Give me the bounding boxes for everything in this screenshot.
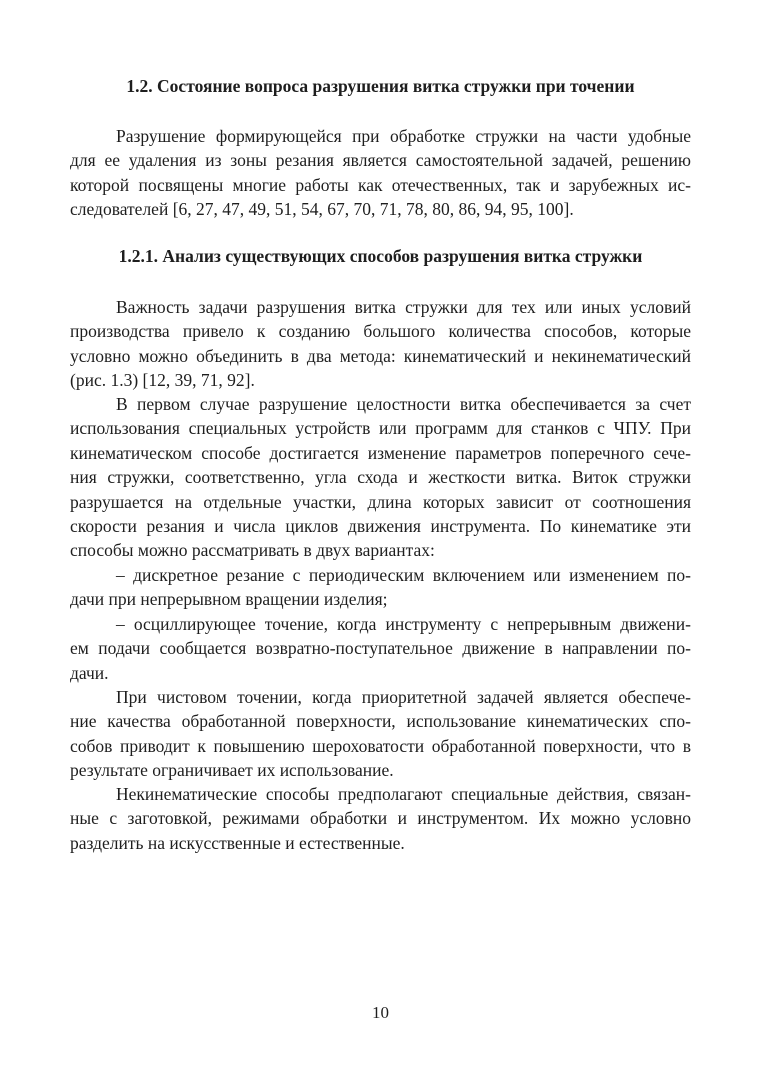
paragraph-line: собов приводит к повышению шероховатости обработанной поверхности, что в (70, 735, 691, 756)
paragraph-line: ем подачи сообщается возвратно-поступательное движение в направлении по- (70, 638, 691, 659)
paragraph-line: (рис. 1.3) [12, 39, 71, 92]. (70, 370, 255, 391)
paragraph-finish-turning (70, 685, 691, 783)
page-number: 10 (372, 1003, 389, 1022)
paragraph-line: разрушается на отдельные участки, длина которых зависит от соотношения (70, 491, 691, 512)
paragraph-line: производства привело к созданию большого количества способов, которые (70, 321, 691, 342)
paragraph-line: результате ограничивает их использование. (70, 760, 394, 781)
paragraph-line: ные с заготовкой, режимами обработки и инструментом. Их можно условно (70, 808, 691, 829)
list-item-oscillating-turning (70, 612, 691, 685)
paragraph-line: для ее удаления из зоны резания является самостоятельной задачей, решению (70, 150, 691, 171)
paragraph-kinematic-method (70, 392, 691, 563)
paragraph-line: При чистовом точении, когда приоритетной задачей является обеспече- (116, 687, 691, 707)
list-item-discrete-cutting (70, 563, 691, 612)
paragraph-line: использования специальных устройств или программ для станков с ЧПУ. При (70, 418, 691, 439)
paragraph-line: разделить на искусственные и естественные. (70, 832, 405, 853)
paragraph-line: Разрушение формирующейся при обработке стружки на части удобные (116, 126, 691, 146)
section-heading: 1.2. Состояние вопроса разрушения витка стружки при точении (126, 76, 635, 96)
paragraph-line: кинематическом способе достигается изменение параметров поперечного сече- (70, 442, 691, 463)
paragraph-line: которой посвящены многие работы как отечественных, так и зарубежных ис- (70, 174, 691, 195)
paragraph-line: ние качества обработанной поверхности, использование кинематических спо- (70, 711, 691, 732)
paragraph-importance (70, 295, 691, 393)
paragraph-line: Некинематические способы предполагают специальные действия, связан- (116, 784, 691, 804)
paragraph-line: следователей [6, 27, 47, 49, 51, 54, 67, 70, 71, 78, 80, 86, 94, 95, 100]. (70, 199, 574, 220)
subsection-heading: 1.2.1. Анализ существующих способов разрушения витка стружки (118, 246, 643, 266)
paragraph-nonkinematic-methods (70, 782, 691, 855)
paragraph-line: дачи. (70, 662, 109, 683)
paragraph-line: условно можно объединить в два метода: кинематический и некинематический (70, 345, 691, 366)
paragraph-line: – осциллирующее точение, когда инструменту с непрерывным движени- (116, 614, 691, 634)
paragraph-line: скорости резания и числа циклов движения инструмента. По кинематике эти (70, 516, 691, 537)
section-paragraph (70, 124, 691, 222)
paragraph-line: дачи при непрерывном вращении изделия; (70, 589, 388, 610)
paragraph-line: – дискретное резание с периодическим включением или изменением по- (116, 565, 691, 585)
paragraph-line: ния стружки, соответственно, угла схода и жесткости витка. Виток стружки (70, 467, 691, 488)
paragraph-line: В первом случае разрушение целостности витка обеспечивается за счет (116, 394, 691, 414)
paragraph-line: Важность задачи разрушения витка стружки для тех или иных условий (116, 297, 691, 317)
paragraph-line: способы можно рассматривать в двух вариантах: (70, 540, 435, 561)
